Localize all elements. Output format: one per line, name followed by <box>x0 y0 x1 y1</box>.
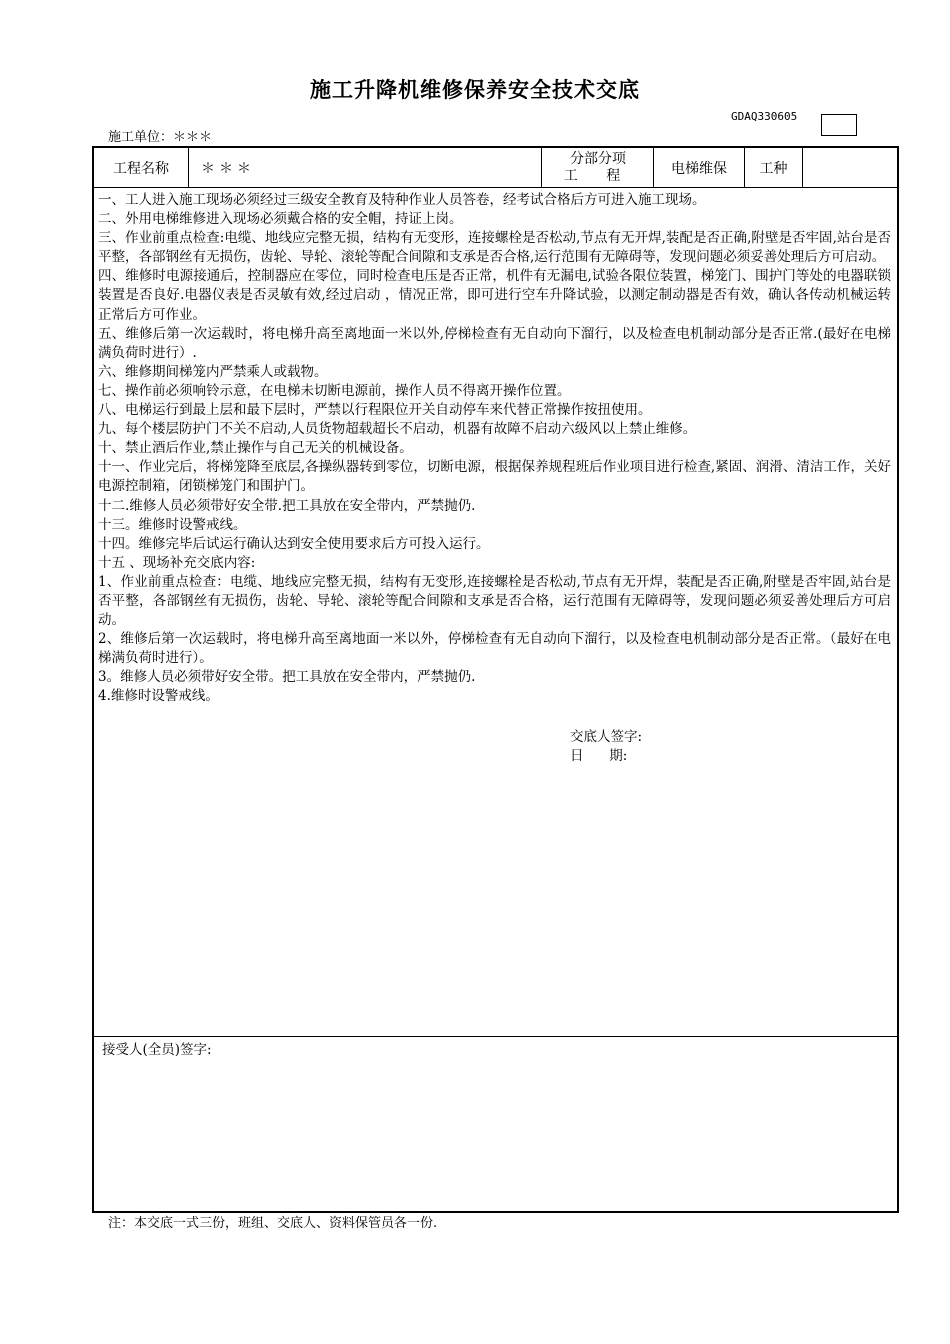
footer-note: 注：本交底一式三份，班组、交底人、资料保管员各一份. <box>108 1216 438 1231</box>
code-box <box>821 114 857 136</box>
content-line: 五、维修后第一次运载时，将电梯升高至离地面一米以外,停梯检查有无自动向下溜行，以及检查电机制动部分是否正常.(最好在电梯满负荷时进行）. <box>98 325 891 361</box>
content-line: 八、电梯运行到最上层和最下层时，严禁以行程限位开关自动停车来代替正常操作按扭使用。 <box>98 402 652 419</box>
section-divider <box>94 1036 897 1037</box>
content-line: 十二.维修人员必须带好安全带.把工具放在安全带内，严禁抛仍. <box>98 497 476 514</box>
content-line: 1、作业前重点检查：电缆、地线应完整无损，结构有无变形,连接螺栓是否松动,节点有无开焊，装配是否正确,附壁是否牢固,站台是否平整，各部钢丝有无损伤，齿轮、导轮、滚轮等配合间隙和支承是否合格，运行范围有无障碍等，发现问题必须妥善处理后方可启动。 <box>98 573 891 629</box>
content-line: 十三。维修时设警戒线。 <box>98 516 247 533</box>
trade-value <box>803 148 895 187</box>
date-label: 日 期: <box>570 748 628 764</box>
content-line: 十一、作业完后，将梯笼降至底层,各操纵器转到零位，切断电源，根据保养规程班后作业项目进行检查,紧固、润滑、清洁工作，关好电源控制箱，闭锁梯笼门和围护门。 <box>98 459 891 495</box>
content-line: 一、工人进入施工现场必须经过三级安全教育及特种作业人员答卷，经考试合格后方可进入施工现场。 <box>98 192 706 208</box>
content-line: 十、禁止酒后作业,禁止操作与自己无关的机械设备。 <box>98 440 413 457</box>
content-line: 十五 、现场补充交底内容: <box>98 554 256 571</box>
sub-project-label-line1: 分部分项 <box>570 150 626 167</box>
content-line: 十四。维修完毕后试运行确认达到安全使用要求后方可投入运行。 <box>98 535 490 552</box>
content-line: 二、外用电梯维修进入现场必须戴合格的安全帽，持证上岗。 <box>98 211 463 228</box>
document-code: GDAQ330605 <box>731 110 798 123</box>
disclosure-form <box>92 146 899 1213</box>
sub-project-label-line2: 工 程 <box>563 167 633 184</box>
document-title: 施工升降机维修保养安全技术交底 <box>310 78 640 102</box>
content-line: 四、维修时电源接通后，控制器应在零位，同时检查电压是否正常，机件有无漏电,试验各限位装置，梯笼门、围护门等处的电器联锁装置是否良好.电器仪表是否灵敏有效,经过启动 ，情况正常，即可进行空车升降试验，以测定制动器是否有效，确认各传动机械运转正常后方可作业。 <box>98 268 891 323</box>
construction-unit: 施工单位：＊＊＊ <box>108 130 213 145</box>
project-name-label: 工程名称 <box>94 148 189 187</box>
project-name-value: ＊＊＊ <box>189 148 542 187</box>
content-line: 九、每个楼层防护门不关不启动,人员货物超载超长不启动，机器有故障不启动六级风以上禁止维修。 <box>98 421 697 438</box>
receiver-signature-label: 接受人(全员)签字: <box>102 1042 212 1058</box>
discloser-signature-label: 交底人签字: <box>570 729 643 745</box>
content-line: 2、维修后第一次运载时，将电梯升高至离地面一米以外，停梯检查有无自动向下溜行，以及检查电机制动部分是否正常。（最好在电梯满负荷时进行）。 <box>98 631 891 667</box>
trade-label: 工种 <box>745 148 803 187</box>
content-line: 七、操作前必须响铃示意，在电梯未切断电源前，操作人员不得离开操作位置。 <box>98 382 571 399</box>
sub-project-value: 电梯维保 <box>654 148 745 187</box>
content-line: 3。维修人员必须带好安全带。把工具放在安全带内，严禁抛仍. <box>98 669 476 686</box>
signature-block <box>570 728 642 766</box>
header-row <box>94 148 897 188</box>
content-line: 六、维修期间梯笼内严禁乘人或载物。 <box>98 363 328 380</box>
content-line: 4.维修时设警戒线。 <box>98 688 219 705</box>
disclosure-content <box>98 191 891 707</box>
content-line: 三、作业前重点检查:电缆、地线应完整无损，结构有无变形，连接螺栓是否松动,节点有无开焊,装配是否正确,附壁是否牢固,站台是否平整，各部钢丝有无损伤，齿轮、导轮、滚轮等配合间隙和支承是否合格,运行范围有无障碍等，发现问题必须妥善处理后方可启动。 <box>98 230 891 266</box>
sub-project-label <box>543 148 654 187</box>
